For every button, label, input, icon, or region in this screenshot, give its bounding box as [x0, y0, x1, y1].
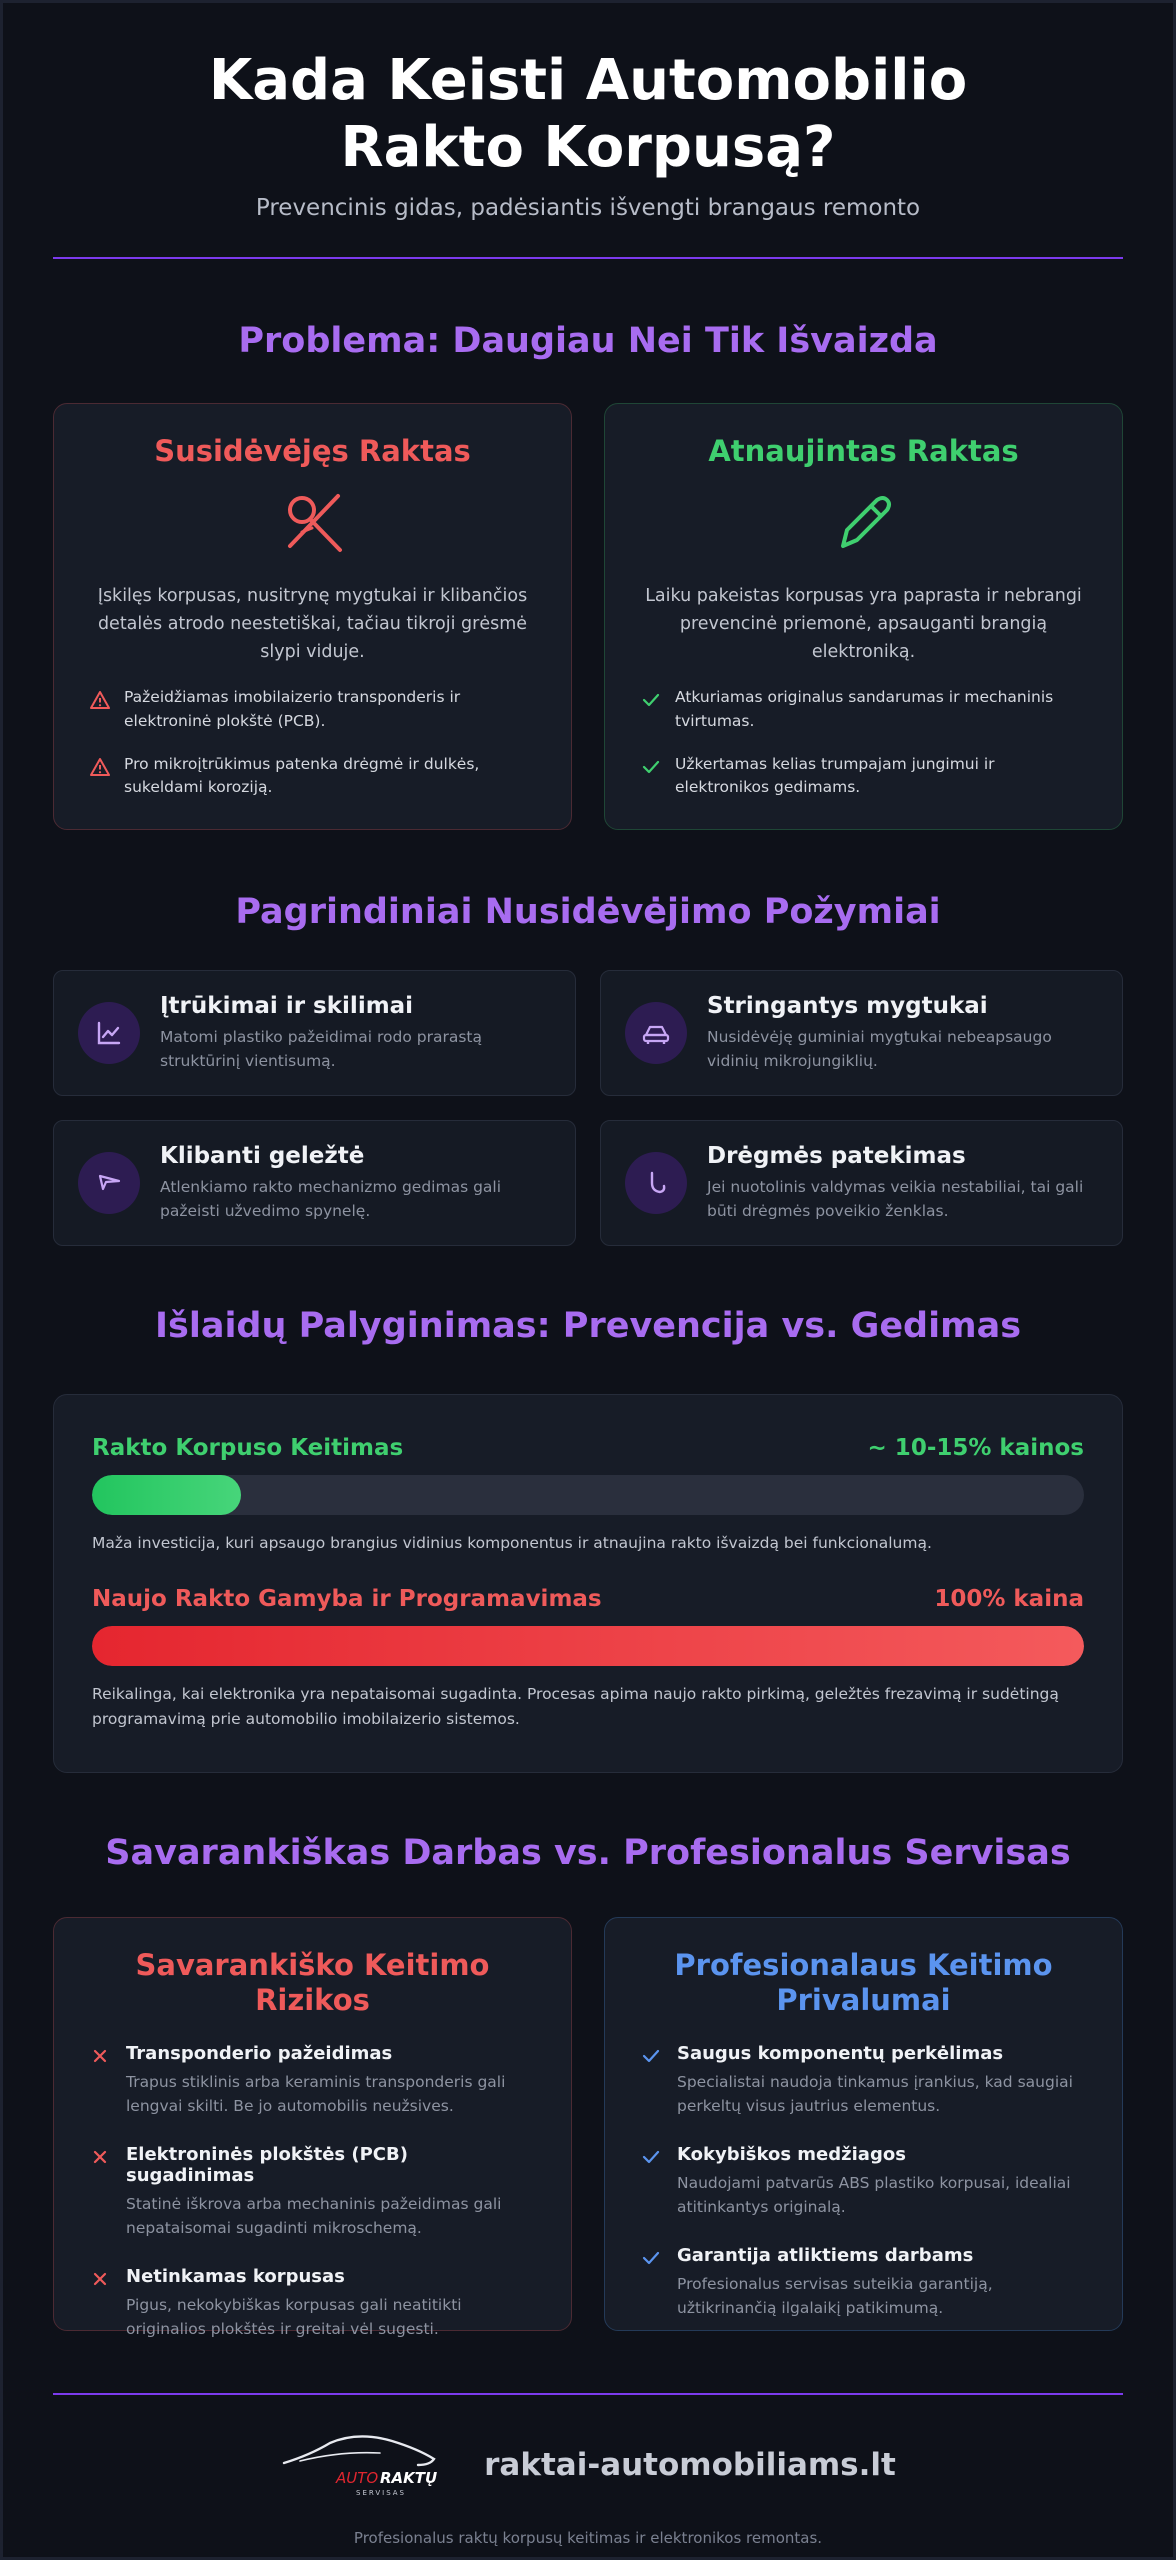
- housing-cost-value: ~ 10-15% kainos: [867, 1435, 1084, 1462]
- pro-benefit-item: [641, 2245, 1086, 2320]
- worn-key-card: [53, 403, 572, 830]
- renewed-key-bullet-text: Užkertamas kelias trumpajam jungimui ir elektronikos gedimams.: [675, 754, 995, 797]
- pro-benefit-description: Profesionalus servisas suteikia garantiją, užtikrinančią ilgalaikį patikimumą.: [677, 2275, 993, 2318]
- logo-word-white: RAKTŲ: [380, 2468, 438, 2487]
- diy-risks-card: [53, 1917, 572, 2339]
- diy-risk-title: Transponderio pažeidimas: [126, 2043, 393, 2065]
- cross-icon: [90, 2046, 110, 2066]
- new-key-cost-fill: [92, 1626, 1084, 1666]
- pro-benefit-description: Specialistai naudoja tinkamus įrankius, kad saugiai perkeltų visus jautrius elementus.: [677, 2073, 1073, 2116]
- worn-key-bullet-text: Pažeidžiamas imobilaizerio transponderis ir elektroninė plokštė (PCB).: [124, 688, 461, 730]
- housing-cost-description: Maža investicija, kuri apsaugo brangius vidinius komponentus ir atnaujina rakto išvaizdą bei funkcionalumą.: [92, 1534, 932, 1553]
- header-divider: [53, 257, 1123, 259]
- worn-key-bullet: [90, 753, 535, 800]
- pro-benefit-item: [641, 2043, 1086, 2118]
- logo-word-red: AUTO: [336, 2468, 379, 2487]
- problem-cards: [53, 403, 1123, 830]
- renewed-key-bullet: [641, 753, 1086, 800]
- sign-icon-circle: [78, 1002, 140, 1064]
- pro-benefits-card: [604, 1917, 1123, 2331]
- sign-description: Atlenkiamo rakto mechanizmo gedimas gali pažeisti užvedimo spynelę.: [160, 1178, 502, 1221]
- website-link[interactable]: raktai-automobiliams.lt: [484, 2446, 896, 2483]
- diy-risk-item: [90, 2266, 535, 2341]
- sign-description: Jei nuotolinis valdymas veikia nestabiliai, tai gali būti drėgmės poveikio ženklas.: [707, 1178, 1084, 1221]
- diy-risk-description: Trapus stiklinis arba keraminis transponderis gali lengvai skilti. Be jo automobilis neužsives.: [126, 2073, 506, 2116]
- sign-card: [53, 1120, 576, 1246]
- sign-description: Nusidėvėję guminiai mygtukai nebeapsaugo vidinių mikrojungiklių.: [707, 1028, 1052, 1071]
- pro-benefit-description: Naudojami patvarūs ABS plastiko korpusai, idealiai atitinkantys originalą.: [677, 2174, 1071, 2217]
- worn-key-bullet: [90, 686, 535, 733]
- pencil-icon: [829, 488, 899, 558]
- new-key-cost-bar: [92, 1626, 1084, 1666]
- sign-card: [600, 1120, 1123, 1246]
- new-key-cost-value: 100% kaina: [934, 1586, 1084, 1613]
- diy-risk-description: Statinė iškrova arba mechaninis pažeidimas gali nepataisomai sugadinti mikroschemą.: [126, 2195, 502, 2238]
- worn-key-title: Susidėvėjęs Raktas: [154, 434, 471, 469]
- footer-brand: [53, 2429, 1123, 2501]
- chart-line-icon: [95, 1019, 123, 1047]
- pro-benefits-title: Profesionalaus Keitimo Privalumai: [674, 1947, 1053, 2017]
- signs-section-title: Pagrindiniai Nusidėvėjimo Požymiai: [235, 892, 941, 933]
- new-key-cost-label: Naujo Rakto Gamyba ir Programavimas: [92, 1586, 602, 1613]
- warning-icon: [90, 757, 110, 777]
- diy-pro-section-title: Savarankiškas Darbas vs. Profesionalus Servisas: [105, 1832, 1071, 1873]
- sign-card: [53, 970, 576, 1096]
- check-icon: [641, 2248, 661, 2268]
- sign-title: Drėgmės patekimas: [707, 1143, 966, 1170]
- cost-section-title: Išlaidų Palyginimas: Prevencija vs. Gedimas: [154, 1306, 1022, 1347]
- renewed-key-card: [604, 403, 1123, 830]
- diy-risk-item: [90, 2144, 535, 2240]
- renewed-key-bullet: [641, 686, 1086, 733]
- pro-benefit-item: [641, 2144, 1086, 2219]
- diy-risk-item: [90, 2043, 535, 2118]
- car-icon: [641, 1019, 671, 1047]
- sign-icon-circle: [625, 1152, 687, 1214]
- diy-risk-title: Netinkamas korpusas: [126, 2266, 345, 2288]
- footer-note: Profesionalus raktų korpusų keitimas ir elektronikos remontas.: [353, 2528, 823, 2547]
- diy-risks-title: Savarankiško Keitimo Rizikos: [135, 1947, 490, 2017]
- page-title: Kada Keisti Automobilio Rakto Korpusą?: [208, 48, 968, 181]
- page-subtitle: Prevencinis gidas, padėsiantis išvengti brangaus remonto: [255, 195, 921, 222]
- renewed-key-title: Atnaujintas Raktas: [708, 434, 1019, 469]
- sign-icon-circle: [78, 1152, 140, 1214]
- problem-section-title: Problema: Daugiau Nei Tik Išvaizda: [238, 321, 938, 362]
- sign-title: Įtrūkimai ir skilimai: [160, 993, 414, 1020]
- signs-grid: [53, 970, 1123, 1246]
- sign-title: Stringantys mygtukai: [707, 993, 988, 1020]
- cross-icon: [90, 2147, 110, 2167]
- pro-benefit-title: Kokybiškos medžiagos: [677, 2144, 906, 2166]
- housing-cost-label: Rakto Korpuso Keitimas: [92, 1435, 404, 1462]
- drop-icon: [642, 1169, 670, 1197]
- cost-comparison-card: [53, 1394, 1123, 1772]
- pro-benefit-title: Saugus komponentų perkėlimas: [677, 2043, 1004, 2065]
- housing-cost-header: [92, 1435, 1084, 1461]
- footer-divider: [53, 2393, 1123, 2395]
- sign-icon-circle: [625, 1002, 687, 1064]
- blade-icon: [95, 1169, 123, 1197]
- cross-icon: [90, 2269, 110, 2289]
- housing-cost-fill: [92, 1475, 241, 1515]
- diy-risk-description: Pigus, nekokybiškas korpusas gali neatitikti originalios plokštės ir greitai vėl sugesti.: [126, 2296, 462, 2339]
- pro-benefit-title: Garantija atliktiems darbams: [677, 2245, 974, 2267]
- logo-subtext: SERVISAS: [356, 2488, 407, 2497]
- renewed-key-description: Laiku pakeistas korpusas yra paprasta ir nebrangi prevencinė priemonė, apsauganti brangią elektroniką.: [645, 586, 1082, 663]
- sign-title: Klibanti geležtė: [160, 1143, 365, 1170]
- new-key-cost-header: [92, 1586, 1084, 1612]
- broken-key-icon: [278, 488, 348, 558]
- diy-risk-title: Elektroninės plokštės (PCB) sugadinimas: [126, 2144, 408, 2187]
- auto-raktu-logo[interactable]: [280, 2429, 440, 2501]
- check-icon: [641, 2046, 661, 2066]
- check-icon: [641, 2147, 661, 2167]
- sign-description: Matomi plastiko pažeidimai rodo prarastą struktūrinį vientisumą.: [160, 1028, 482, 1071]
- diy-pro-cards: [53, 1917, 1123, 2339]
- worn-key-bullet-text: Pro mikroįtrūkimus patenka drėgmė ir dulkės, sukeldami koroziją.: [124, 754, 480, 797]
- worn-key-description: Įskilęs korpusas, nusitrynę mygtukai ir klibančios detalės atrodo neestetiškai, tačiau tikroji grėsmė slypi viduje.: [97, 586, 528, 663]
- renewed-key-bullet-text: Atkuriamas originalus sandarumas ir mechaninis tvirtumas.: [675, 688, 1054, 730]
- housing-cost-bar: [92, 1475, 1084, 1515]
- check-icon: [641, 690, 661, 710]
- new-key-cost-description: Reikalinga, kai elektronika yra nepataisomai sugadinta. Procesas apima naujo rakto pirkimą, geležtės frezavimą ir sudėtingą programavimą prie automobilio imobilaizerio sistemos.: [92, 1685, 1059, 1728]
- check-icon: [641, 757, 661, 777]
- warning-icon: [90, 690, 110, 710]
- sign-card: [600, 970, 1123, 1096]
